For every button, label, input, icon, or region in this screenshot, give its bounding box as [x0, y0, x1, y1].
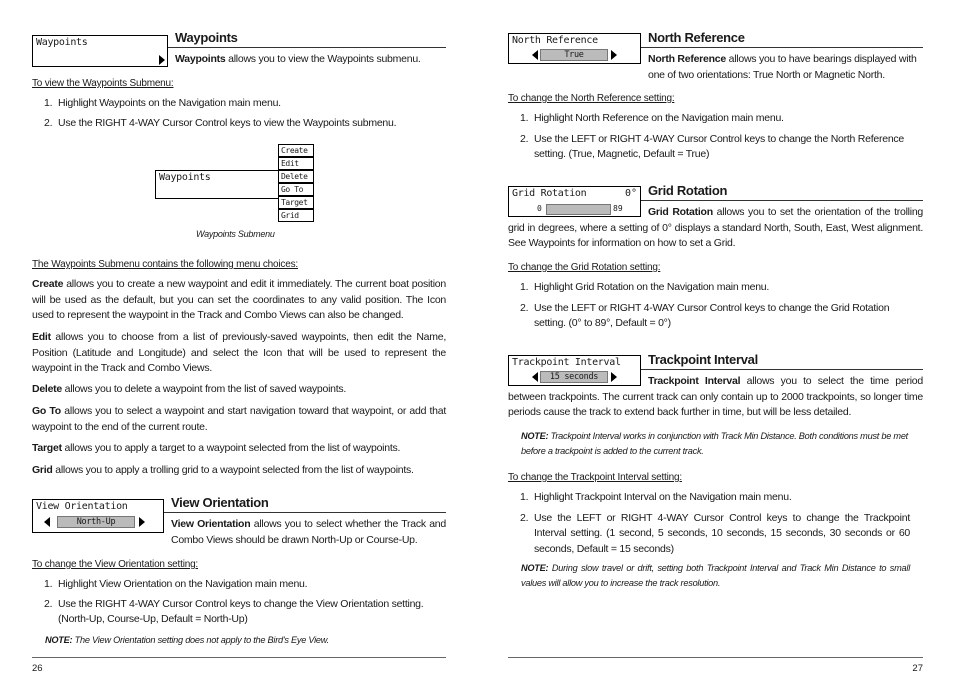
grid-rotation-steps [508, 280, 918, 332]
trackpoint-interval-heading: Trackpoint Interval [648, 352, 758, 367]
left-page [32, 0, 446, 689]
grid-rotation-heading: Grid Rotation [648, 183, 728, 198]
slider-max: 89 [613, 204, 623, 213]
grid-rotation-subheading: To change the Grid Rotation setting: [508, 262, 661, 273]
grid-rotation-intro: Grid Rotation allows you to set the orientation of the trolling grid in degrees, where a setting of 0° displays a standard North, South, East, West alignment. See Waypoints for information on how to set a Grid. [508, 206, 923, 249]
submenu-item-create: Create [278, 144, 314, 157]
submenu-item-target: Target [278, 196, 314, 209]
arrow-left-icon [44, 517, 50, 527]
list-item: 1. Highlight Trackpoint Interval on the Navigation main menu. [520, 491, 792, 503]
submenu-item-goto: Go To [278, 183, 314, 196]
grid-rotation-menu-label: Grid Rotation [512, 188, 587, 199]
trackpoint-interval-subheading: To change the Trackpoint Interval setting: [508, 472, 682, 483]
waypoints-menu-box [155, 170, 279, 199]
arrow-right-icon [139, 517, 145, 527]
trackpoint-interval-menu-label: Trackpoint Interval [512, 357, 621, 368]
heading-rule [641, 369, 923, 370]
heading-rule [164, 512, 446, 513]
choice-delete: Delete allows you to delete a waypoint from the list of saved waypoints. [32, 383, 347, 395]
waypoints-intro: Waypoints allows you to view the Waypoints submenu. [175, 53, 421, 65]
north-reference-subheading: To change the North Reference setting: [508, 93, 675, 104]
choice-grid: Grid allows you to apply a trolling grid to a waypoint selected from the list of waypoints. [32, 464, 414, 476]
list-item: 1. Highlight North Reference on the Navigation main menu. [520, 112, 784, 124]
arrow-right-icon [159, 55, 165, 65]
submenu-item-edit: Edit [278, 157, 314, 170]
north-reference-steps [508, 111, 918, 163]
north-reference-value: True [540, 49, 608, 61]
view-orientation-note: NOTE: The View Orientation setting does not apply to the Bird's Eye View. [45, 635, 329, 645]
heading-rule [641, 200, 923, 201]
waypoints-submenu-figure [155, 144, 315, 224]
view-orientation-steps [32, 577, 446, 628]
submenu-item-grid: Grid [278, 209, 314, 222]
footer-rule [508, 657, 923, 658]
footer-rule [32, 657, 446, 658]
view-orientation-value: North-Up [57, 516, 135, 528]
list-item: 1. Highlight Waypoints on the Navigation main menu. [44, 97, 281, 109]
waypoints-menu-graphic [32, 35, 168, 67]
trackpoint-interval-value: 15 seconds [540, 371, 608, 383]
heading-rule [168, 47, 446, 48]
list-item: 2. Use the LEFT or RIGHT 4-WAY Cursor Control keys to change the Trackpoint Interval setting. (1 second, 5 seconds, 10 seconds, 15 seconds, 30 seconds or 60 seconds, Default = 15 seconds) [520, 511, 910, 555]
slider-min: 0 [537, 204, 542, 213]
waypoints-subheading: To view the Waypoints Submenu: [32, 78, 174, 89]
grid-rotation-value: 0° [624, 188, 637, 199]
view-orientation-heading: View Orientation [171, 495, 269, 510]
page-number: 26 [32, 663, 43, 674]
waypoints-menu-label: Waypoints [36, 37, 88, 48]
north-reference-intro: North Reference allows you to have bearings displayed with one of two orientations: True North or Magnetic North. [648, 53, 917, 81]
north-reference-heading: North Reference [648, 30, 745, 45]
view-orientation-menu-label: View Orientation [36, 501, 128, 512]
choice-edit: Edit allows you to choose from a list of previously-saved waypoints, then edit the Name, Position (Latitude and Longitude) and select the Icon that will be used to represent the waypoint in the Track and Combo Views. [32, 331, 446, 374]
arrow-left-icon [532, 50, 538, 60]
view-orientation-menu-graphic [32, 499, 164, 533]
trackpoint-interval-steps [508, 490, 910, 557]
list-item: 2. Use the RIGHT 4-WAY Cursor Control keys to view the Waypoints submenu. [44, 116, 397, 129]
trackpoint-note-2: NOTE: During slow travel or drift, setting both Trackpoint Interval and Track Min Distance to small values will allow you to increase the track resolution. [521, 563, 910, 588]
right-page [508, 0, 923, 689]
page-number: 27 [912, 663, 923, 674]
heading-rule [641, 47, 923, 48]
waypoints-steps [32, 96, 446, 131]
view-orientation-intro: View Orientation allows you to select whether the Track and Combo Views should be drawn North-Up or Course-Up. [171, 518, 446, 546]
north-reference-menu-label: North Reference [512, 35, 598, 46]
trackpoint-note-1: NOTE: Trackpoint Interval works in conjunction with Track Min Distance. Both conditions must be met before a trackpoint is added to the current track. [521, 431, 908, 456]
view-orientation-subheading: To change the View Orientation setting: [32, 559, 199, 570]
choice-target: Target allows you to apply a target to a waypoint selected from the list of waypoints. [32, 442, 401, 454]
arrow-right-icon [611, 50, 617, 60]
figure-caption: Waypoints Submenu [196, 229, 275, 239]
list-item: 1. Highlight View Orientation on the Navigation main menu. [44, 578, 308, 590]
waypoints-heading: Waypoints [175, 30, 238, 45]
list-item: 2. Use the LEFT or RIGHT 4-WAY Cursor Control keys to change the North Reference setting. (True, Magnetic, Default = True) [520, 132, 904, 160]
list-item: 1. Highlight Grid Rotation on the Navigation main menu. [520, 281, 770, 293]
submenu-item-delete: Delete [278, 170, 314, 183]
waypoints-menu-label: Waypoints [159, 172, 211, 183]
submenu-choices-subheading: The Waypoints Submenu contains the following menu choices: [32, 259, 298, 270]
list-item: 2. Use the LEFT or RIGHT 4-WAY Cursor Control keys to change the Grid Rotation setting. (0° to 89°, Default = 0°) [520, 301, 890, 329]
choice-create: Create allows you to create a new waypoint and edit it immediately. The current boat position will be used as the default, but you can set the coordinates to any valid position. The Icon used to represent the waypoint in the Track and Combo Views can also be changed. [32, 278, 446, 321]
north-reference-menu-graphic [508, 33, 641, 64]
submenu-list [278, 144, 314, 224]
choice-goto: Go To allows you to select a waypoint and start navigation toward that waypoint, or add that waypoint to the end of the current route. [32, 405, 447, 433]
trackpoint-interval-intro: Trackpoint Interval allows you to select the time period between trackpoints. The current track can only contain up to 2000 trackpoints, so longer time periods cause the track to extend back further in time, but will be less detailed. [508, 375, 923, 418]
list-item: 2. Use the RIGHT 4-WAY Cursor Control keys to change the View Orientation setting. (North-Up, Course-Up, Default = North-Up) [44, 597, 424, 625]
